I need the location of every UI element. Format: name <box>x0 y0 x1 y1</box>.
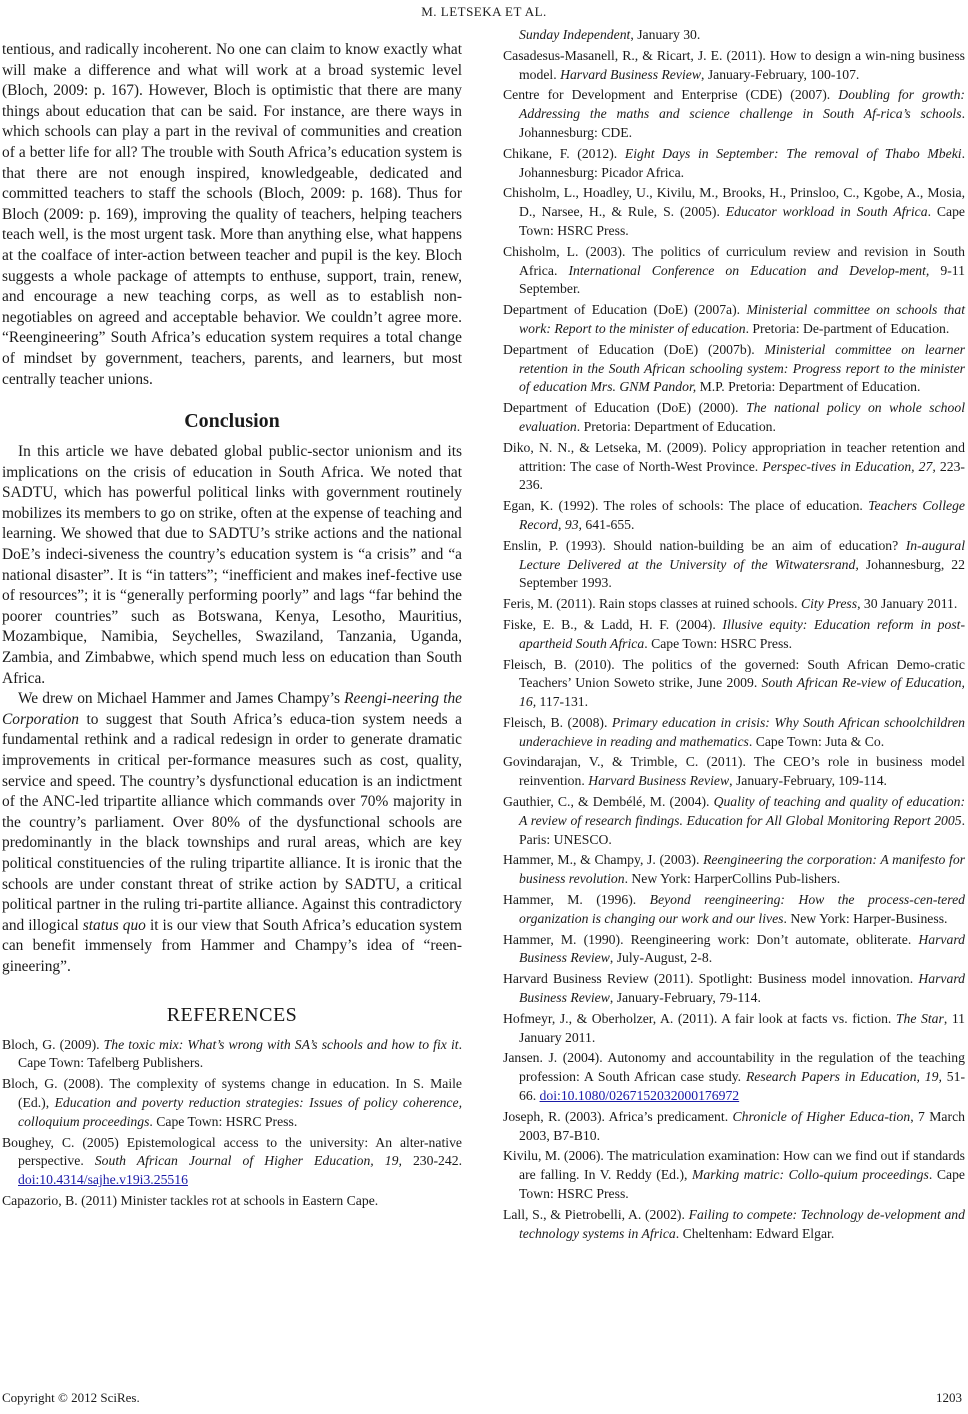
reference-details: . Cape Town: HSRC Press. <box>519 204 965 238</box>
reference-text: Hammer, M., & Champy, J. (2003). <box>503 852 704 868</box>
reference-entry <box>503 595 965 614</box>
references-heading: REFERENCES <box>166 1003 298 1026</box>
reference-details: Johannesburg, 22 September 1993. <box>519 556 965 591</box>
reference-details: , 30 January 2011. <box>857 596 958 612</box>
reference-source-title: Perspec-tives in Education, 27, <box>762 458 936 474</box>
reference-text: Joseph, R. (2003). Africa’s predicament. <box>503 1108 733 1124</box>
reference-text: Egan, K. (1992). The roles of schools: The place of education. <box>503 498 869 514</box>
reference-text: Boughey, C. (2005) Epistemological access to the university: An alter-native perspective. <box>2 1134 462 1169</box>
reference-source-title: Chronicle of Higher Educa-tion <box>732 1108 911 1124</box>
reference-source-title: Beyond reengineering: How the process-cen-tered organization is changing our work and our lives <box>519 892 965 926</box>
conclusion-paragraph-2 <box>2 689 462 977</box>
reference-entry <box>503 439 965 495</box>
reference-details: . Johannesburg: CDE. <box>519 106 965 140</box>
reference-details: . Cape Town: HSRC Press. <box>149 1113 298 1129</box>
reference-text: Hammer, M. (1990). Reengineering work: Don’t automate, obliterate. <box>503 931 919 947</box>
reference-details: . Cape Town: Tafelberg Publishers. <box>18 1036 462 1071</box>
reference-text: Fleisch, B. (2008). <box>503 714 612 730</box>
reference-entry <box>503 891 965 929</box>
reference-details: , January 30. <box>630 27 701 42</box>
reference-details: . Cape Town: HSRC Press. <box>519 1167 965 1202</box>
right-column <box>503 26 965 1245</box>
reference-source-title: Illusive equity: Education reform in post-apartheid South Africa <box>519 616 966 651</box>
reference-text: Fiske, E. B., & Ladd, H. F. (2004). <box>503 616 723 632</box>
reference-entry <box>503 47 965 85</box>
conclusion-p2-italic-status-quo: status quo <box>82 916 146 934</box>
left-column <box>2 40 462 1213</box>
conclusion-heading: Conclusion <box>184 410 280 433</box>
copyright-notice: Copyright © 2012 SciRes. <box>2 1390 140 1405</box>
reference-entry <box>503 86 965 142</box>
reference-details: , January-February, 79-114. <box>609 990 761 1006</box>
intro-paragraph: tentious, and radically incoherent. No one can claim to know exactly what will make a difference and what will work at a broad systemic level (Bloch, 2009: p. 167). However, Bloch is optimistic that there are many things about education that can be said. For instance, are there ways in which schools can play a part in the revival of communities and creation of a better life for all? The trouble with South Africa’s education system is that there are not enough inspired, knowledgeable, dedicated and committed teachers to staff the schools (Bloch, 2009: p. 168). Thus for Bloch (2009: p. 169), improving the quality of teachers, helping teachers teach well, is the most urgent task. More than anything else, what happens at the coalface of inter-action between teacher and pupil is the key. Bloch suggests a whole package of attempts to enthuse, support, train, renew, and encourage a new teaching corps, as well as to establish non-negotiables on agreed and acceptable behavior. We couldn’t agree more. “Reengineering” South Africa’s education system requires a total change of mindset by government, teachers, parents, and learners, but most centrally teacher unions. <box>2 41 462 388</box>
reference-source-title: The national policy on whole school evaluation <box>519 400 965 434</box>
reference-details: 641-655. <box>581 516 635 532</box>
reference-source-title: Education and poverty reduction strategies: Issues of policy coherence, colloquium proceedings <box>18 1094 462 1129</box>
reference-text: Department of Education (DoE) (2000). <box>503 400 746 416</box>
reference-details: , January-February, 100-107. <box>700 66 860 82</box>
reference-details: 51-66. <box>519 1069 966 1104</box>
reference-text: Department of Education (DoE) (2007a). <box>503 302 747 318</box>
reference-text: Lall, S., & Pietrobelli, A. (2002). <box>503 1206 689 1222</box>
reference-source-title: Harvard Business Review <box>519 971 965 1006</box>
conclusion-p2-text-a: We drew on Michael Hammer and James Champy’s <box>18 690 345 708</box>
reference-text: Chikane, F. (2012). <box>503 145 625 161</box>
reference-details: 117-131. <box>536 694 589 710</box>
reference-entry <box>2 1134 462 1190</box>
reference-entry <box>503 243 965 299</box>
reference-text: Kivilu, M. (2006). The matriculation examination: How can we find out if standards are falling. In V. Reddy (Ed.), <box>503 1148 965 1183</box>
conclusion-p2-text-b: to suggest that South Africa’s educa-tion system needs a fundamental rethink and a radical redesign in order to generate dramatic improvements in critical per-formance measures such as cost, quality, service and speed. The country’s dysfunctional education is an indictment of the ANC-led tripartite alliance which commands over 70% majority in the country’s parliament. Over 80% of the dysfunctional schools are predominantly in the black townships and rural areas, which are key political constituencies of the ruling tripartite alliance. It is ironic that the schools are under constant threat of strike action by SADTU, a critical political partner in the ruling tri-partite alliance. Against this contradictory and illogical <box>2 710 462 934</box>
reference-entry <box>2 1075 462 1131</box>
reference-text: Capazorio, B. (2011) Minister tackles rot at schools in Eastern Cape. <box>2 1192 379 1208</box>
reference-entry <box>503 399 965 437</box>
reference-entry <box>503 1049 965 1105</box>
reference-entry <box>503 1108 965 1146</box>
reference-text: Feris, M. (2011). Rain stops classes at ruined schools. <box>503 596 801 612</box>
reference-details: . Johannesburg: Picador Africa. <box>519 145 965 180</box>
reference-source-title: Marking matric: Collo-quium proceedings <box>692 1167 929 1183</box>
reference-text: Govindarajan, V., & Trimble, C. (2011). The CEO’s role in business model reinvention. <box>503 754 965 789</box>
conclusion-p2-text-c: it is our view that South Africa’s education system can benefit immensely from Hammer and Champy’s idea of “reen-gineering”. <box>2 916 462 975</box>
reference-details: . Cape Town: HSRC Press. <box>644 635 793 651</box>
conclusion-p2-italic-title: Reengi-neering the Corporation <box>2 690 462 728</box>
reference-details: , 11 January 2011. <box>519 1010 966 1045</box>
reference-entry <box>503 497 965 535</box>
reference-source-title: Eight Days in September: The removal of Thabo Mbeki <box>624 145 962 161</box>
reference-text: Gauthier, C., & Dembélé, M. (2004). <box>503 794 714 810</box>
references-list-left <box>2 1036 462 1211</box>
reference-details: . Pretoria: Department of Education. <box>576 418 776 434</box>
reference-entry <box>503 793 965 849</box>
reference-text: Fleisch, B. (2010). The politics of the governed: South African Demo-cratic Teachers’ Union Soweto strike, June 2009. <box>503 656 965 691</box>
reference-source-title: Doubling for growth: Addressing the maths and science challenge in South Af-rica’s schools <box>519 87 965 122</box>
reference-text: Centre for Development and Enterprise (CDE) (2007). <box>503 87 839 103</box>
reference-entry <box>503 537 965 593</box>
doi-link[interactable]: doi:10.1080/0267152032000176972 <box>539 1088 740 1104</box>
reference-entry <box>503 26 965 45</box>
reference-source-title: Teachers College Record, 93, <box>519 498 965 532</box>
reference-source-title: Failing to compete: Technology de-velopment and technology systems in Africa <box>519 1206 965 1241</box>
reference-text: Bloch, G. (2009). <box>2 1036 104 1052</box>
running-head: M. LETSEKA ET AL. <box>421 4 547 19</box>
reference-source-title: Harvard Business Review <box>560 66 701 82</box>
reference-details: , January-February, 109-114. <box>729 773 887 789</box>
reference-source-title: Harvard Business Review <box>519 931 965 966</box>
reference-text: Bloch, G. (2008). The complexity of systems change in education. In S. Maile (Ed.), <box>2 1076 462 1110</box>
reference-source-title: South African Re-view of Education, 16, <box>519 675 965 710</box>
doi-link[interactable]: doi:10.4314/sajhe.v19i3.25516 <box>18 1172 188 1188</box>
reference-entry <box>503 851 965 889</box>
reference-source-title: Sunday Independent <box>519 27 631 42</box>
reference-text: Department of Education (DoE) (2007b). <box>503 341 765 357</box>
reference-source-title: Ministerial committee on learner retention in the South African schooling system: Progress report to the minister of education Mrs. GNM Pandor, <box>519 341 966 395</box>
reference-source-title: Reengineering the corporation: A manifesto for business revolution <box>519 852 965 887</box>
reference-entry <box>503 301 965 339</box>
reference-source-title: The toxic mix: What’s wrong with SA’s schools and how to fix it <box>103 1036 459 1052</box>
reference-source-title: Primary education in crisis: Why South African schoolchildren underachieve in reading and mathematics <box>519 714 965 749</box>
reference-details: , July-August, 2-8. <box>609 950 713 966</box>
reference-text: Enslin, P. (1993). Should nation-building be an aim of education? <box>503 537 906 553</box>
reference-details: . Pretoria: De-partment of Education. <box>745 320 950 336</box>
reference-text: Jansen. J. (2004). Autonomy and accountability in the regulation of the teaching profession: A South African case study. <box>503 1050 965 1085</box>
reference-entry <box>503 714 965 752</box>
reference-details: . Cape Town: Juta & Co. <box>748 733 885 749</box>
reference-entry <box>503 145 965 183</box>
reference-source-title: Harvard Business Review <box>588 773 730 789</box>
reference-entry <box>503 753 965 791</box>
reference-entry <box>503 1010 965 1048</box>
reference-text: Diko, N. N., & Letseka, M. (2009). Policy appropriation in teacher retention and attrition: The case of North-West Province. <box>503 439 965 474</box>
references-list-right <box>503 26 965 1243</box>
reference-entry <box>503 1147 965 1203</box>
reference-entry <box>503 931 965 969</box>
conclusion-paragraph-1: In this article we have debated global public-sector unionism and its implications on the crisis of education in South Africa. We noted that SADTU, which has powerful political links with government routinely mobilizes its members to go on strike, often at the expense of teaching and learning. We showed that due to SADTU’s strike actions and the national DoE’s indeci-siveness the country’s education system is “a crisis” and “a national disaster”. It is “in tatters”; “inefficient and makes inef-fective use of resources”; it is “generally performing poorly” and lags “far behind the poorer countries” such as Botswana, Kenya, Lesotho, Mauritius, Mozambique, Namibia, Seychelles, Swaziland, Tanzania, Uganda, Zambia, and Zimbabwe, which spend much less on education than South Africa. <box>2 443 462 687</box>
page-number: 1203 <box>936 1390 962 1405</box>
reference-source-title: Educator workload in South Africa <box>725 204 928 220</box>
reference-text: Hofmeyr, J., & Oberholzer, A. (2011). A fair look at facts vs. fiction. <box>503 1010 896 1026</box>
reference-text: Casadesus-Masanell, R., & Ricart, J. E. (2011). How to design a win-ning business model. <box>503 47 965 82</box>
reference-details: 9-11 September. <box>519 262 965 297</box>
reference-text: Hammer, M. (1996). <box>503 892 650 908</box>
reference-entry <box>2 1036 462 1074</box>
reference-text: Chisholm, L. (2003). The politics of curriculum review and revision in South Africa. <box>503 243 965 278</box>
reference-details: . New York: Harper-Business. <box>783 910 948 926</box>
reference-entry <box>503 184 965 240</box>
reference-details: M.P. Pretoria: Department of Education. <box>696 379 921 395</box>
reference-entry <box>2 1192 462 1211</box>
reference-details: . Paris: UNESCO. <box>519 812 965 847</box>
reference-entry <box>503 616 965 654</box>
reference-source-title: Research Papers in Education, 19, <box>745 1069 942 1085</box>
reference-source-title: International Conference on Education and Develop-ment, <box>568 262 930 278</box>
reference-source-title: The Star <box>895 1010 944 1026</box>
reference-source-title: South African Journal of Higher Education, 19, <box>94 1153 402 1169</box>
reference-details: 230-242. <box>401 1153 463 1169</box>
reference-entry <box>503 1206 965 1244</box>
reference-text: Chisholm, L., Hoadley, U., Kivilu, M., Brooks, H., Prinsloo, C., Kgobe, A., Mosia, D., Narsee, H., & Rule, S. (2005). <box>503 185 965 220</box>
reference-details: , 7 March 2003, B7-B10. <box>519 1108 965 1143</box>
reference-entry <box>503 656 965 712</box>
reference-source-title: City Press <box>800 596 858 612</box>
reference-source-title: Quality of teaching and quality of education: A review of research findings. Education for All Global Monitoring Report 2005 <box>519 794 965 828</box>
reference-entry <box>503 341 965 397</box>
reference-text: Harvard Business Review (2011). Spotlight: Business model innovation. <box>503 971 919 987</box>
reference-source-title: Ministerial committee on schools that work: Report to the minister of education <box>519 302 966 336</box>
reference-details: . New York: HarperCollins Pub-lishers. <box>624 871 841 887</box>
reference-details: . Cheltenham: Edward Elgar. <box>675 1225 835 1241</box>
reference-details: 223-236. <box>519 458 965 493</box>
reference-entry <box>503 970 965 1008</box>
reference-source-title: In-augural Lecture Delivered at the University of the Witwatersrand, <box>519 537 965 572</box>
